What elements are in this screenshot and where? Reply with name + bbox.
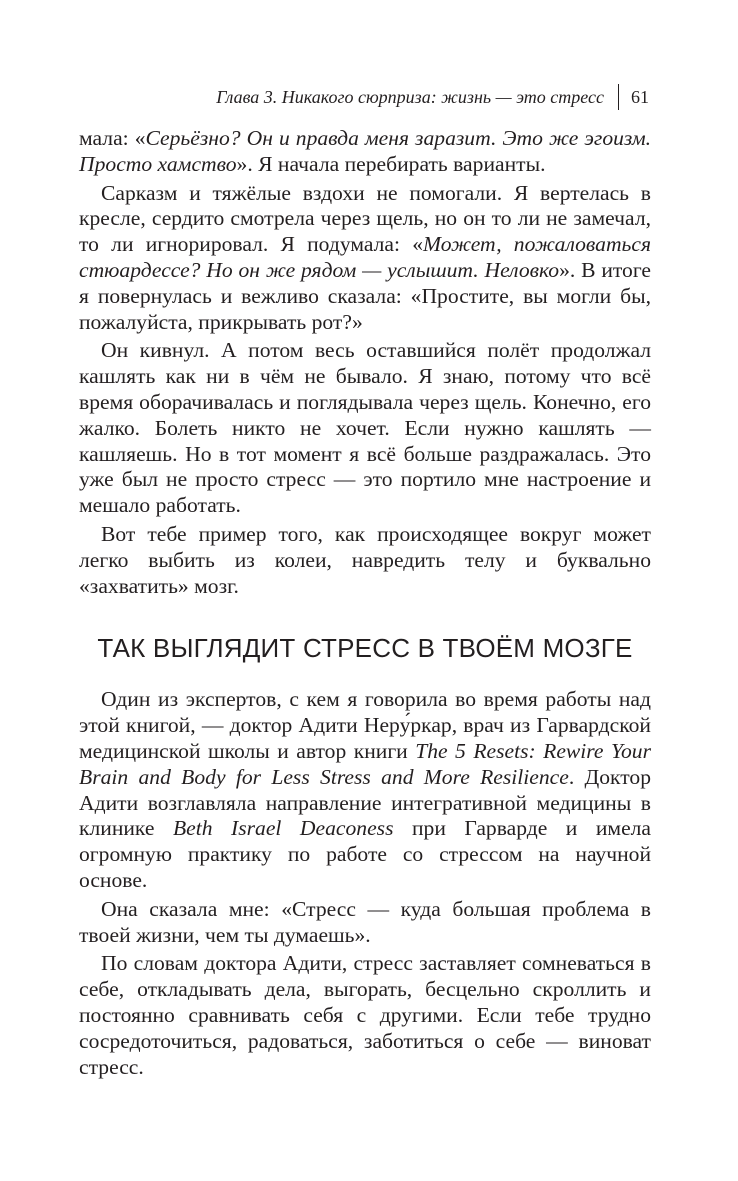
p2-text-before: Сарказм и тяжёлые вздохи не помогали. Я вертелась в кресле, сердито смотрела через щель, но он то ли не замечал, то ли игнорировал. Я подумала: « [79,180,651,257]
s1-text-1: Один из экспертов, с кем я говорила во время работы над этой книгой, — доктор Адити Неру́ркар, врач из Гарвардской медицинской школы и автор книги [79,687,651,763]
s1-text-2: . Доктор Адити возглавляла направление интегративной медицины в клинике [79,764,651,841]
page-number: 61 [631,87,649,107]
clinic-name: Beth Israel Deaconess [172,816,394,841]
paragraph-4: Вот тебе пример того, как происходящее вокруг может легко выбить из колеи, навредить телу и буквально «захватить» мозг. [79,521,651,598]
section-paragraph-3: По словам доктора Адити, стресс заставляет сомневаться в себе, откладывать дела, выгорать, бесцельно скроллить и постоянно сравнивать себя с другими. Если тебе трудно сосредоточиться, радоваться, заботиться о себе — виноват стресс. [79,951,651,1079]
book-title: The 5 Resets: Rewire Your Brain and Body for Less Stress and More Resilience [79,738,651,789]
section-paragraph-1 [79,687,651,893]
chapter-title: Глава 3. Никакого сюрприза: жизнь — это стресс [216,87,604,107]
paragraph-3: Он кивнул. А потом весь оставшийся полёт продолжал кашлять как ни в чём не бывало. Я знаю, потому что всё время оборачивалась и поглядывала через щель. Конечно, его жалко. Болеть никто не хочет. Если нужно кашлять — кашляешь. Но в тот момент я всё больше раздражалась. Это уже был не просто стресс — это портило мне настроение и мешало работать. [79,338,651,518]
p1-italic-quote: Серьёзно? Он и правда меня заразит. Это же эгоизм. Просто хамство [79,126,651,176]
section-paragraph-2: Она сказала мне: «Стресс — куда большая проблема в твоей жизни, чем ты думаешь». [79,896,651,947]
header-divider [618,84,619,110]
section-heading: ТАК ВЫГЛЯДИТ СТРЕСС В ТВОЁМ МОЗГЕ [97,633,633,664]
p2-text-after: ». В итоге я повернулась и вежливо сказала: «Простите, вы могли бы, пожалуйста, прикрывать рот?» [79,257,651,334]
page-body [79,126,651,1080]
p1-suffix: ». Я начала перебирать варианты. [236,151,546,176]
paragraph-1 [79,126,651,178]
p2-italic-thought: Может, пожаловаться стюардессе? Но он же рядом — услышит. Неловко [79,232,651,282]
p1-prefix: мала: « [79,126,146,150]
running-header [216,84,649,110]
s1-text-3: при Гарварде и имела огромную практику по работе со стрессом на научной основе. [79,816,652,892]
paragraph-2 [79,181,651,336]
